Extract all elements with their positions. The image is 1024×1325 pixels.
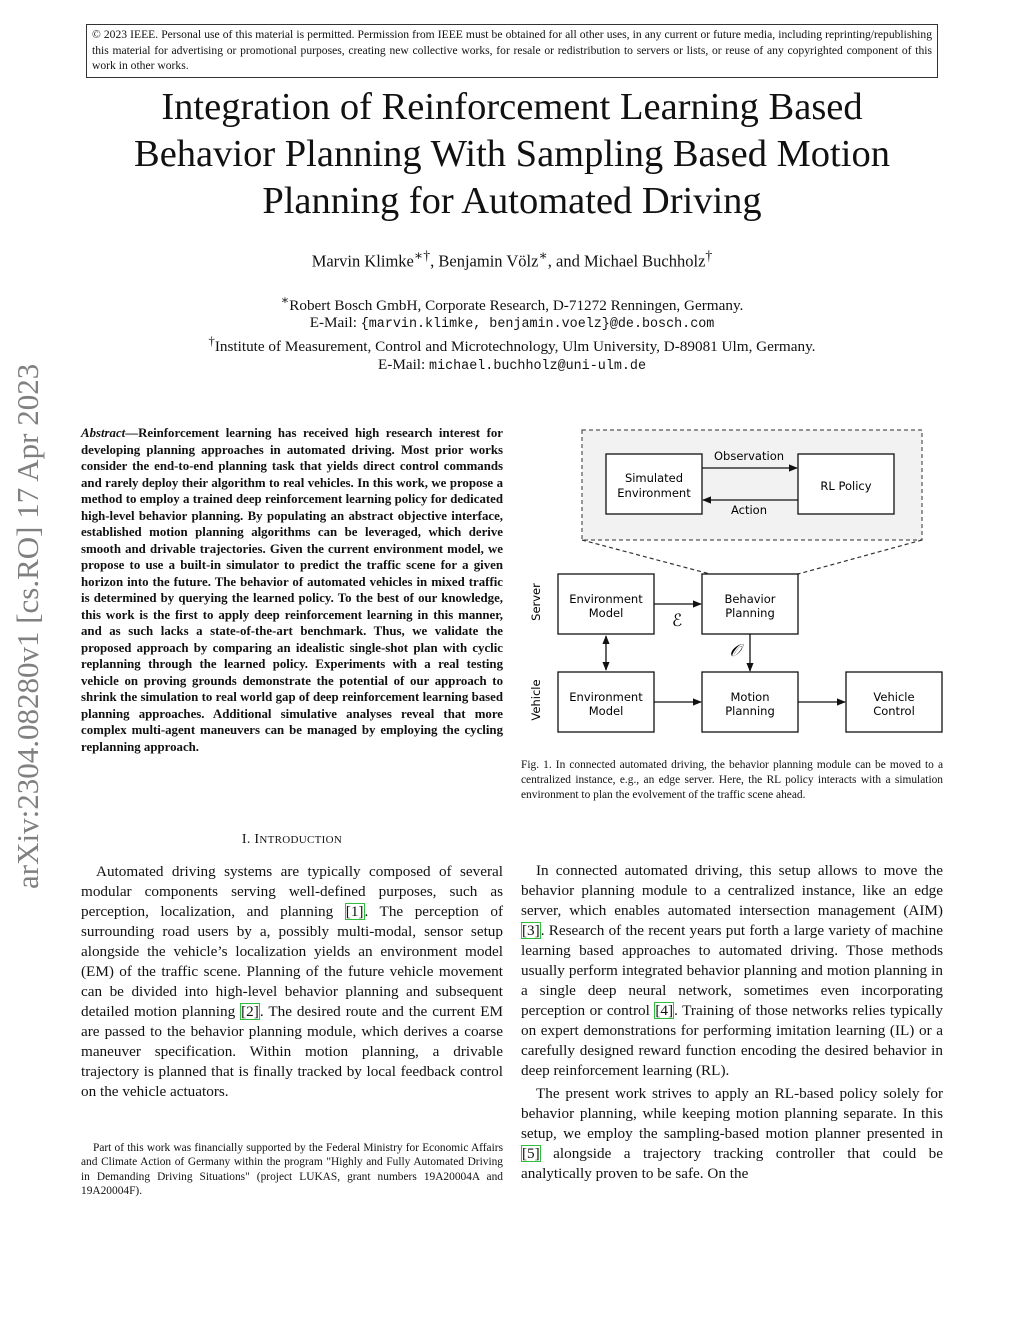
email-address[interactable]: michael.buchholz@uni-ulm.de [429, 359, 646, 374]
title-line: Behavior Planning With Sampling Based Motion [134, 133, 890, 175]
copyright-notice: © 2023 IEEE. Personal use of this material is permitted. Permission from IEEE must be obtained for all other uses, in any current or future media, including reprinting/republishing this material for advertising or promotional purposes, creating new collective works, for resale or redistribution to servers or lists, or reuse of any copyrighted component of this work in other works. [86, 24, 938, 78]
paper-title [60, 84, 964, 225]
abstract-text: —Reinforcement learning has received high research interest for developing planning approaches in automated driving. Most prior works consider the end-to-end planning task that yields direct control commands and rarely deploy their algorithm to real vehicles. In this work, we propose a method to employ a trained deep reinforcement learning policy for dedicated high-level behavior planning. By populating an abstract objective interface, established motion planning algorithms can be leveraged, which derive smooth and drivable trajectories. Given the current environment model, we propose to use a built-in simulator to predict the traffic scene for a given horizon into the future. The behavior of automated vehicles in mixed traffic is determined by querying the learned policy. To the best of our knowledge, this work is the first to apply deep reinforcement learning in this manner, and as such lacks a state-of-the-art benchmark. Thus, we validate the proposed approach by comparing an idealistic single-shot plan with cyclic replanning through the learned policy. Experiments with a real testing vehicle on proving grounds demonstrate the potential of our approach to shrink the simulation to real world gap of deep reinforcement learning based planning approaches. Additional simulative analyses reveal that more complex multi-agent maneuvers can be managed by employing the cycling replanning approach. [81, 426, 503, 754]
citation-link[interactable]: [4] [655, 1002, 674, 1019]
arxiv-identifier[interactable]: arXiv:2304.08280v1 [cs.RO] 17 Apr 2023 [10, 363, 45, 889]
paragraph-text: Automated driving systems are typically composed of several modular components serving well-defined purposes, such as perception, localization, and planning [81, 863, 503, 920]
author-mark: ∗ [538, 248, 548, 263]
symbol-o: 𝒪 [729, 641, 741, 661]
section-title-rest: NTRODUCTION [259, 834, 343, 846]
email-address[interactable]: {marvin.klimke, benjamin.voelz}@de.bosch.com [360, 317, 715, 332]
paragraph-text: The present work strives to apply an RL-based policy solely for behavior planning, while keeping motion planning separate. In this setup, we employ the sampling-based motion planner presented in [521, 1085, 943, 1142]
affiliation-text: Robert Bosch GmbH, Corporate Research, D-71272 Renningen, Germany. [289, 297, 744, 315]
vehicle-control-label: Vehicle [873, 690, 915, 704]
vehicle-environment-model-label: Model [588, 704, 624, 718]
server-environment-model-label: Environment [569, 592, 643, 606]
title-line: Planning for Automated Driving [262, 180, 762, 222]
citation-link[interactable]: [3] [522, 922, 540, 939]
paragraph-text: . The desired route and the current EM are passed to the behavior planning module, which derives a coarse maneuver specification. Within motion planning, a drivable trajectory is planned that is finally tracked by local feedback control on the vehicle actuators. [81, 1003, 503, 1100]
vehicle-control-label: Control [873, 704, 915, 718]
author-name: , and Michael Buchholz [547, 251, 706, 271]
paragraph-text: . The perception of surrounding road users by a, possibly multi-modal, sensor setup alongside the vehicle’s localization yields an environment model (EM) of the traffic scene. Planning of the future vehicle movement can be divided into high-level behavior planning and subsequent detailed motion planning [81, 903, 504, 1020]
introduction-body [81, 862, 503, 1102]
abstract-label: Abstract [81, 426, 126, 440]
paragraph [81, 862, 503, 1102]
affiliation-mark: † [208, 334, 215, 348]
email-bosch [0, 314, 1024, 332]
author-list [0, 248, 1024, 272]
email-label: E-Mail: [309, 314, 361, 331]
affiliation-bosch [0, 292, 1024, 315]
behavior-planning-label: Planning [725, 606, 775, 620]
server-label: Server [529, 583, 543, 621]
paragraph [521, 861, 943, 1081]
author-mark: † [705, 248, 713, 263]
author-name: Marvin Klimke [311, 251, 414, 271]
vehicle-environment-model-label: Environment [569, 690, 643, 704]
abstract [81, 425, 503, 755]
section-title-initial: I [254, 832, 260, 847]
citation-link[interactable]: [2] [241, 1003, 259, 1020]
simulated-environment-label: Environment [617, 486, 691, 500]
author-mark: ∗† [413, 248, 431, 263]
vehicle-label: Vehicle [529, 679, 543, 721]
section-heading-introduction [81, 832, 503, 848]
funding-footnote: Part of this work was financially supported by the Federal Ministry for Economic Affairs and Climate Action of Germany within the program "Highly and Fully Automated Driving in Demanding Driving Situations" (project LUKAS, grant numbers 19A20004A and 19A20004F). [81, 1142, 503, 1198]
email-label: E-Mail: [377, 356, 430, 373]
citation-link[interactable]: [1] [345, 903, 364, 920]
citation-link[interactable]: [5] [522, 1145, 540, 1162]
affiliation-ulm [0, 334, 1024, 356]
projection-line-right [798, 540, 922, 574]
action-label: Action [730, 503, 768, 517]
paragraph-text: alongside a trajectory tracking controller that could be analytically proven to be safe. On the [521, 1145, 943, 1182]
title-line: Integration of Reinforcement Learning Based [161, 86, 863, 128]
paragraph-text: In connected automated driving, this setup allows to move the behavior planning module to a centralized instance, like an edge server, which enables automated intersection management (AIM) [521, 862, 943, 919]
introduction-body-continued [521, 861, 943, 1187]
section-number: I. [241, 832, 255, 847]
simulated-environment-label: Simulated [624, 471, 684, 485]
server-environment-model-label: Model [588, 606, 624, 620]
email-ulm [0, 356, 1024, 374]
affiliation-mark: ∗ [280, 293, 290, 307]
behavior-planning-label: Behavior [724, 592, 776, 606]
observation-label: Observation [713, 449, 785, 463]
motion-planning-label: Motion [730, 690, 770, 704]
paragraph-text: . Research of the recent years put forth a large variety of machine learning based approaches to automated driving. Those methods usually perform integrated behavior planning and motion planning in a single deep neural network, sometimes even incorporating perception or control [521, 922, 943, 1019]
author-name: , Benjamin Völz [430, 251, 539, 271]
rl-policy-label: RL Policy [820, 479, 872, 493]
affiliation-text: Institute of Measurement, Control and Microtechnology, Ulm University, D-89081 Ulm, Germany. [214, 338, 816, 356]
projection-line-left [582, 540, 710, 574]
figure-1-diagram [520, 424, 950, 754]
paragraph [521, 1084, 943, 1184]
figure-1-caption: Fig. 1. In connected automated driving, the behavior planning module can be moved to a centralized instance, e.g., an edge server. Here, the RL policy interacts with a simulation environment to plan the evolvement of the traffic scene ahead. [521, 759, 943, 801]
symbol-e: ℰ [671, 611, 683, 631]
paragraph-text: . Training of those networks relies typically on expert demonstrations for performing imitation learning (IL) or a carefully designed reward function encoding the desired behavior in deep reinforcement learning (RL). [521, 1002, 944, 1079]
motion-planning-label: Planning [725, 704, 775, 718]
